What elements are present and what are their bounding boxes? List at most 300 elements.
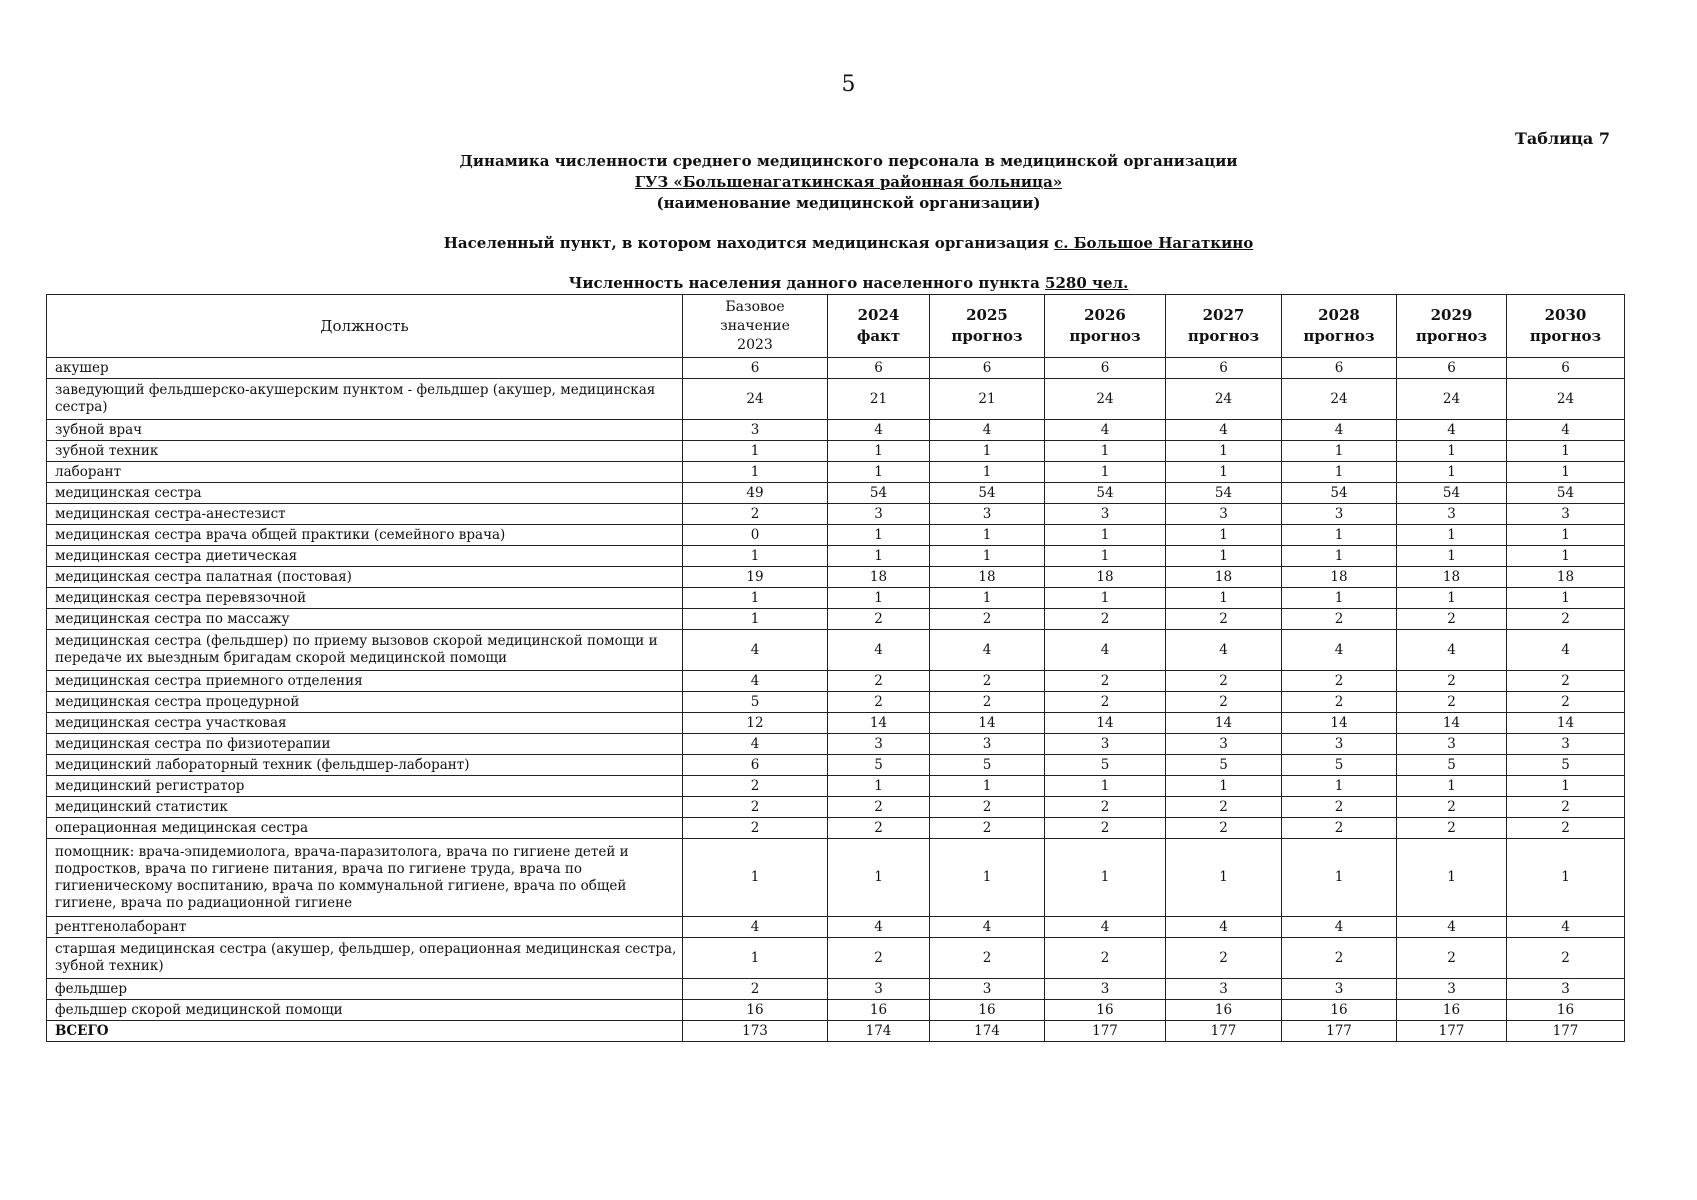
table-row [47,797,1625,818]
row-value: 4 [1166,630,1282,671]
row-value: 2 [1397,671,1507,692]
row-value: 49 [683,483,828,504]
heading-title: Динамика численности среднего медицинского персонала в медицинской организации [459,152,1238,170]
population-line [0,274,1697,292]
row-value: 2 [1397,818,1507,839]
row-value: 1 [1397,525,1507,546]
header-base-line: значение [720,317,790,334]
row-value: 1 [1282,441,1397,462]
row-value: 5 [1166,755,1282,776]
table-row [47,692,1625,713]
row-value: 2 [1045,797,1166,818]
row-value: 6 [1397,358,1507,379]
header-year-kind: прогноз [1529,327,1602,345]
row-value: 1 [683,839,828,917]
row-value: 1 [828,776,930,797]
row-value: 4 [1397,630,1507,671]
row-value: 24 [1282,379,1397,420]
row-value: 54 [1397,483,1507,504]
staff-table [46,294,1625,1042]
table-row [47,609,1625,630]
row-value: 4 [683,917,828,938]
row-value: 2 [1507,671,1625,692]
row-value: 3 [828,979,930,1000]
row-value: 1 [828,546,930,567]
header-year-kind: прогноз [1415,327,1488,345]
row-value: 4 [1166,420,1282,441]
row-value: 0 [683,525,828,546]
row-position-name: медицинская сестра перевязочной [47,588,683,609]
row-value: 1 [1045,546,1166,567]
row-value: 1 [930,462,1045,483]
header-year-kind: прогноз [951,327,1023,345]
row-value: 2 [1397,692,1507,713]
row-value: 6 [828,358,930,379]
row-value: 54 [1166,483,1282,504]
total-value: 177 [1282,1021,1397,1042]
population-value: 5280 чел. [1045,274,1129,292]
row-value: 16 [930,1000,1045,1021]
row-value: 3 [828,504,930,525]
row-value: 2 [1397,797,1507,818]
table-row [47,734,1625,755]
row-value: 4 [1507,917,1625,938]
row-value: 2 [683,797,828,818]
row-value: 1 [683,588,828,609]
row-value: 14 [1282,713,1397,734]
row-value: 5 [1397,755,1507,776]
table-row [47,525,1625,546]
row-value: 2 [683,979,828,1000]
row-value: 1 [683,462,828,483]
row-value: 1 [1282,588,1397,609]
row-value: 4 [1045,917,1166,938]
row-value: 1 [1282,525,1397,546]
total-value: 177 [1397,1021,1507,1042]
total-value: 177 [1166,1021,1282,1042]
row-value: 18 [930,567,1045,588]
row-value: 4 [1397,420,1507,441]
row-value: 4 [1397,917,1507,938]
row-value: 2 [1282,797,1397,818]
row-value: 4 [1507,630,1625,671]
row-value: 18 [1045,567,1166,588]
row-value: 3 [683,420,828,441]
row-value: 2 [828,671,930,692]
table-row [47,917,1625,938]
header-position: Должность [47,295,683,358]
row-value: 4 [1282,917,1397,938]
header-year [1045,295,1166,358]
row-value: 2 [1282,818,1397,839]
row-value: 1 [1166,588,1282,609]
header-base-value [683,295,828,358]
row-value: 6 [1282,358,1397,379]
row-value: 16 [1045,1000,1166,1021]
table-row [47,462,1625,483]
total-value: 177 [1507,1021,1625,1042]
row-value: 14 [930,713,1045,734]
row-value: 1 [683,441,828,462]
row-value: 1 [1397,588,1507,609]
row-value: 2 [1166,609,1282,630]
row-position-name: медицинский лабораторный техник (фельдшер-лаборант) [47,755,683,776]
row-value: 2 [828,692,930,713]
total-label: ВСЕГО [47,1021,683,1042]
table-row [47,567,1625,588]
row-value: 1 [1045,441,1166,462]
row-value: 3 [1282,504,1397,525]
total-value: 173 [683,1021,828,1042]
row-value: 24 [683,379,828,420]
row-value: 2 [683,504,828,525]
row-value: 1 [1166,776,1282,797]
row-value: 1 [1166,546,1282,567]
row-value: 1 [930,776,1045,797]
row-value: 1 [1166,462,1282,483]
row-value: 1 [1397,776,1507,797]
row-value: 18 [1397,567,1507,588]
row-value: 3 [1166,734,1282,755]
row-value: 16 [1282,1000,1397,1021]
row-value: 3 [1282,979,1397,1000]
header-year [1507,295,1625,358]
row-value: 2 [930,692,1045,713]
row-value: 1 [828,839,930,917]
header-year-kind: факт [856,327,901,345]
row-value: 1 [1166,839,1282,917]
table-header-row [47,295,1625,358]
row-value: 6 [1045,358,1166,379]
row-value: 54 [1507,483,1625,504]
total-value: 174 [930,1021,1045,1042]
row-value: 2 [1282,671,1397,692]
row-position-name: медицинская сестра по физиотерапии [47,734,683,755]
row-value: 2 [828,818,930,839]
row-value: 2 [1507,818,1625,839]
table-row [47,588,1625,609]
row-value: 3 [1507,734,1625,755]
row-value: 18 [828,567,930,588]
row-value: 4 [1045,420,1166,441]
row-value: 1 [1282,839,1397,917]
row-value: 3 [1045,979,1166,1000]
row-value: 4 [1507,420,1625,441]
header-year [930,295,1045,358]
table-label: Таблица 7 [1515,129,1610,148]
header-year-kind: прогноз [1069,327,1141,345]
row-value: 2 [930,818,1045,839]
row-value: 1 [1397,462,1507,483]
row-value: 1 [1507,776,1625,797]
table-row [47,441,1625,462]
row-position-name: медицинская сестра участковая [47,713,683,734]
row-value: 2 [1282,609,1397,630]
row-value: 1 [1507,441,1625,462]
row-value: 1 [1045,525,1166,546]
row-value: 1 [1282,776,1397,797]
row-value: 14 [1166,713,1282,734]
row-value: 3 [1045,504,1166,525]
row-value: 3 [1397,979,1507,1000]
total-value: 177 [1045,1021,1166,1042]
table-row [47,379,1625,420]
row-value: 1 [1507,546,1625,567]
row-value: 2 [930,797,1045,818]
row-value: 2 [1166,797,1282,818]
row-position-name: фельдшер скорой медицинской помощи [47,1000,683,1021]
row-position-name: старшая медицинская сестра (акушер, фельдшер, операционная медицинская сестра, зубной техник) [47,938,683,979]
row-value: 1 [683,609,828,630]
row-value: 4 [828,630,930,671]
row-value: 2 [930,671,1045,692]
row-value: 1 [828,441,930,462]
row-position-name: медицинская сестра [47,483,683,504]
row-value: 5 [1282,755,1397,776]
row-value: 1 [1045,588,1166,609]
row-value: 1 [1045,776,1166,797]
row-position-name: медицинская сестра-анестезист [47,504,683,525]
row-value: 3 [1282,734,1397,755]
row-value: 2 [1397,609,1507,630]
row-position-name: медицинская сестра приемного отделения [47,671,683,692]
row-value: 1 [1507,525,1625,546]
table-body [47,358,1625,1042]
row-value: 54 [930,483,1045,504]
row-value: 2 [1282,692,1397,713]
row-value: 3 [1166,979,1282,1000]
row-value: 5 [1045,755,1166,776]
row-value: 6 [683,755,828,776]
row-position-name: медицинский регистратор [47,776,683,797]
row-value: 2 [683,776,828,797]
header-year-number: 2026 [1084,306,1126,324]
header-year-number: 2028 [1318,306,1360,324]
row-value: 4 [1282,630,1397,671]
header-year-kind: прогноз [1187,327,1260,345]
row-value: 2 [1045,938,1166,979]
row-value: 16 [683,1000,828,1021]
table-row [47,504,1625,525]
row-value: 2 [1507,692,1625,713]
table-row [47,630,1625,671]
row-value: 1 [1045,462,1166,483]
row-value: 3 [930,979,1045,1000]
row-position-name: лаборант [47,462,683,483]
row-position-name: акушер [47,358,683,379]
header-year [1397,295,1507,358]
row-value: 4 [683,734,828,755]
row-position-name: медицинская сестра врача общей практики (семейного врача) [47,525,683,546]
row-value: 4 [930,630,1045,671]
row-value: 5 [930,755,1045,776]
row-value: 2 [1045,671,1166,692]
row-value: 4 [930,420,1045,441]
table-row [47,483,1625,504]
row-value: 1 [1397,839,1507,917]
population-label: Численность населения данного населенного пункта [568,274,1040,292]
row-value: 1 [683,546,828,567]
row-value: 2 [828,609,930,630]
table-row [47,938,1625,979]
row-position-name: зубной техник [47,441,683,462]
row-value: 21 [828,379,930,420]
row-value: 1 [1397,441,1507,462]
row-value: 1 [828,462,930,483]
row-value: 1 [1282,546,1397,567]
page-number: 5 [841,72,856,97]
row-value: 3 [828,734,930,755]
row-value: 2 [930,938,1045,979]
row-position-name: медицинская сестра диетическая [47,546,683,567]
row-value: 2 [1282,938,1397,979]
row-value: 5 [683,692,828,713]
row-value: 18 [1166,567,1282,588]
row-value: 24 [1045,379,1166,420]
row-value: 4 [1282,420,1397,441]
table-row [47,713,1625,734]
row-value: 2 [1397,938,1507,979]
row-value: 1 [1282,462,1397,483]
row-value: 16 [828,1000,930,1021]
header-year-number: 2027 [1202,306,1245,324]
row-value: 14 [1507,713,1625,734]
row-value: 4 [1045,630,1166,671]
table-row [47,1000,1625,1021]
row-value: 6 [1507,358,1625,379]
row-value: 3 [1507,979,1625,1000]
row-value: 54 [828,483,930,504]
row-value: 1 [930,525,1045,546]
row-value: 4 [683,630,828,671]
row-position-name: фельдшер [47,979,683,1000]
table-row [47,979,1625,1000]
header-base-line: Базовое [725,298,785,315]
row-position-name: медицинская сестра палатная (постовая) [47,567,683,588]
row-position-name: зубной врач [47,420,683,441]
row-value: 18 [1282,567,1397,588]
row-value: 14 [828,713,930,734]
row-value: 16 [1507,1000,1625,1021]
row-value: 2 [1507,797,1625,818]
row-value: 4 [1166,917,1282,938]
row-value: 16 [1397,1000,1507,1021]
row-value: 19 [683,567,828,588]
row-value: 4 [683,671,828,692]
row-value: 54 [1045,483,1166,504]
total-value: 174 [828,1021,930,1042]
table-row [47,818,1625,839]
row-position-name: медицинский статистик [47,797,683,818]
row-value: 2 [1507,609,1625,630]
row-value: 3 [1397,504,1507,525]
header-year [1282,295,1397,358]
row-value: 1 [1397,546,1507,567]
row-position-name: помощник: врача-эпидемиолога, врача-паразитолога, врача по гигиене детей и подростков, врача по гигиене питания, врача по гигиене труда, врача по гигиеническому воспитанию, врача по коммунальной гигиене, врача по общей гигиене, врача по радиационной гигиене [47,839,683,917]
row-position-name: рентгенолаборант [47,917,683,938]
header-year-number: 2025 [966,306,1008,324]
row-value: 4 [828,917,930,938]
row-value: 24 [1507,379,1625,420]
row-value: 1 [683,938,828,979]
settlement-line [0,234,1697,252]
row-value: 1 [1166,441,1282,462]
row-value: 1 [930,588,1045,609]
row-value: 6 [1166,358,1282,379]
row-value: 2 [828,797,930,818]
row-value: 14 [1045,713,1166,734]
row-value: 4 [828,420,930,441]
organization-name: ГУЗ «Большенагаткинская районная больница» [634,173,1063,191]
row-value: 21 [930,379,1045,420]
row-value: 4 [930,917,1045,938]
row-value: 2 [1045,609,1166,630]
organization-hint: (наименование медицинской организации) [656,194,1041,212]
header-year [828,295,930,358]
row-value: 2 [1166,818,1282,839]
settlement-label: Населенный пункт, в котором находится медицинская организация [443,234,1049,252]
row-value: 18 [1507,567,1625,588]
row-value: 2 [1166,692,1282,713]
row-value: 24 [1397,379,1507,420]
row-value: 3 [1045,734,1166,755]
row-value: 1 [1045,839,1166,917]
table-row [47,755,1625,776]
row-position-name: медицинская сестра (фельдшер) по приему вызовов скорой медицинской помощи и передаче их выездным бригадам скорой медицинской помощи [47,630,683,671]
row-value: 2 [683,818,828,839]
row-value: 3 [930,504,1045,525]
row-value: 1 [930,839,1045,917]
header-year-kind: прогноз [1303,327,1375,345]
table-row [47,839,1625,917]
settlement-value: с. Большое Нагаткино [1054,234,1254,252]
row-value: 12 [683,713,828,734]
row-position-name: операционная медицинская сестра [47,818,683,839]
row-value: 2 [1166,671,1282,692]
header-year-number: 2030 [1544,306,1587,324]
row-value: 1 [1507,839,1625,917]
row-value: 1 [1507,462,1625,483]
row-value: 3 [1507,504,1625,525]
table-row [47,546,1625,567]
row-value: 6 [930,358,1045,379]
row-position-name: медицинская сестра процедурной [47,692,683,713]
row-value: 6 [683,358,828,379]
row-value: 1 [1507,588,1625,609]
row-value: 5 [828,755,930,776]
row-value: 16 [1166,1000,1282,1021]
table-row [47,420,1625,441]
row-value: 3 [1166,504,1282,525]
row-value: 2 [1045,692,1166,713]
header-year-number: 2029 [1430,306,1473,324]
row-position-name: медицинская сестра по массажу [47,609,683,630]
table-row [47,776,1625,797]
row-value: 24 [1166,379,1282,420]
row-value: 1 [1166,525,1282,546]
row-value: 1 [930,441,1045,462]
row-value: 2 [1507,938,1625,979]
row-value: 2 [828,938,930,979]
header-year-number: 2024 [857,306,900,324]
row-value: 54 [1282,483,1397,504]
table-row [47,358,1625,379]
row-value: 2 [1045,818,1166,839]
row-value: 2 [930,609,1045,630]
row-value: 3 [930,734,1045,755]
table-total-row [47,1021,1625,1042]
row-value: 5 [1507,755,1625,776]
